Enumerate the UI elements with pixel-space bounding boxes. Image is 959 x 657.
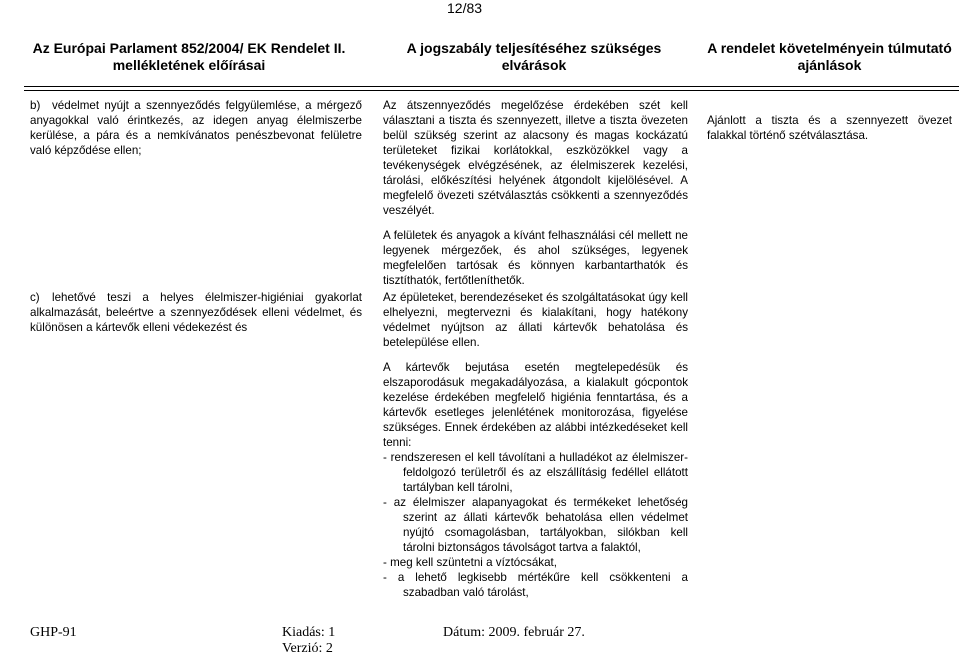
- list-item: - az élelmiszer alapanyagokat és termékeket lehetőség szerint az állati kártevők behatolása ellen védelmet nyújtó csomagolásban, tartályokban, silókban kell tárolni biztonságos távolságot tartva a falaktól,: [383, 496, 688, 554]
- header-divider-double: [24, 90, 959, 91]
- column-header-expectations: A jogszabály teljesítéséhez szükséges elvárások: [406, 40, 662, 73]
- row-b-marker: b): [30, 99, 41, 112]
- row-c-expectation-3: [383, 360, 688, 600]
- list-item: - a lehető legkisebb mértékűre kell csökkenteni a szabadban való tárolást,: [383, 571, 688, 599]
- row-b-requirement-text: védelmet nyújt a szennyeződés felgyülemlése, a mérgező anyagokkal való érintkezés, az idegen anyag élelmiszerbe kerülése, a pára és a nemkívánatos penészbevonat felületre való képződése ellen;: [30, 99, 362, 157]
- row-b-recommendation: Ajánlott a tiszta és a szennyezett övezet falakkal történő szétválasztása.: [707, 114, 952, 142]
- row-c-expectation-1: A felületek és anyagok a kívánt felhasználási cél mellett ne legyenek mérgezőek, és ahol szükséges, legyenek megfelelően tartósak és könnyen karbantarthatók és tisztíthatók, fertőtleníthetők.: [383, 229, 688, 287]
- footer-version: Verzió: 2: [282, 641, 333, 656]
- row-b-requirement: [30, 98, 362, 158]
- row-c-marker: c): [30, 291, 40, 304]
- row-c-requirement: [30, 290, 362, 335]
- footer-doc-code: GHP-91: [30, 625, 77, 640]
- page-number: 12/83: [447, 0, 483, 16]
- header-divider: [24, 86, 959, 87]
- list-item: - meg kell szüntetni a víztócsákat,: [383, 556, 557, 569]
- footer-edition: Kiadás: 1: [282, 625, 336, 640]
- row-c-expectation-3-text: A kártevők bejutása esetén megtelepedésük és elszaporodásuk megakadályozása, a kialakult gócpontok kezelése érdekében megfelelő higiénia fenntartása, és a kártevők esetleges jelenlétének monitorozása, figyelése szükséges. Ennek érdekében az alábbi intézkedéseket kell tenni:: [383, 361, 688, 449]
- list-item: - rendszeresen el kell távolítani a hulladékot az élelmiszer-feldolgozó területről és az elszállításig fedéllel ellátott tartályban kell tárolni,: [383, 451, 688, 494]
- row-b-expectation: Az átszennyeződés megelőzése érdekében szét kell választani a tiszta és szennyezett, illetve a tiszta övezeten belül szükség szerint az alacsony és magas kockázatú területeket fizikai korlátokkal, eszközökkel vagy a tevékenységek elvégzésének, az élelmiszerek kezelési, tárolási, előkészítési helyének átgondolt kijelölésével. A megfelelő övezeti szétválasztás csökkenti a szennyeződés veszélyét.: [383, 99, 688, 217]
- column-header-recommendations: A rendelet követelményein túlmutató ajánlások: [707, 40, 952, 73]
- row-c-requirement-text: lehetővé teszi a helyes élelmiszer-higiéniai gyakorlat alkalmazását, beleértve a szennyeződések elleni védelmet, és különösen a kártevők elleni védekezést és: [30, 291, 362, 334]
- column-header-regulation: Az Európai Parlament 852/2004/ EK Rendelet II. mellékletének előírásai: [32, 40, 346, 73]
- row-c-expectation-2: Az épületeket, berendezéseket és szolgáltatásokat úgy kell elhelyezni, megtervezni és kialakítani, hogy hatékony védelmet nyújtson az állati kártevők behatolása és betelepülése ellen.: [383, 291, 688, 349]
- footer-date: Dátum: 2009. február 27.: [443, 625, 585, 640]
